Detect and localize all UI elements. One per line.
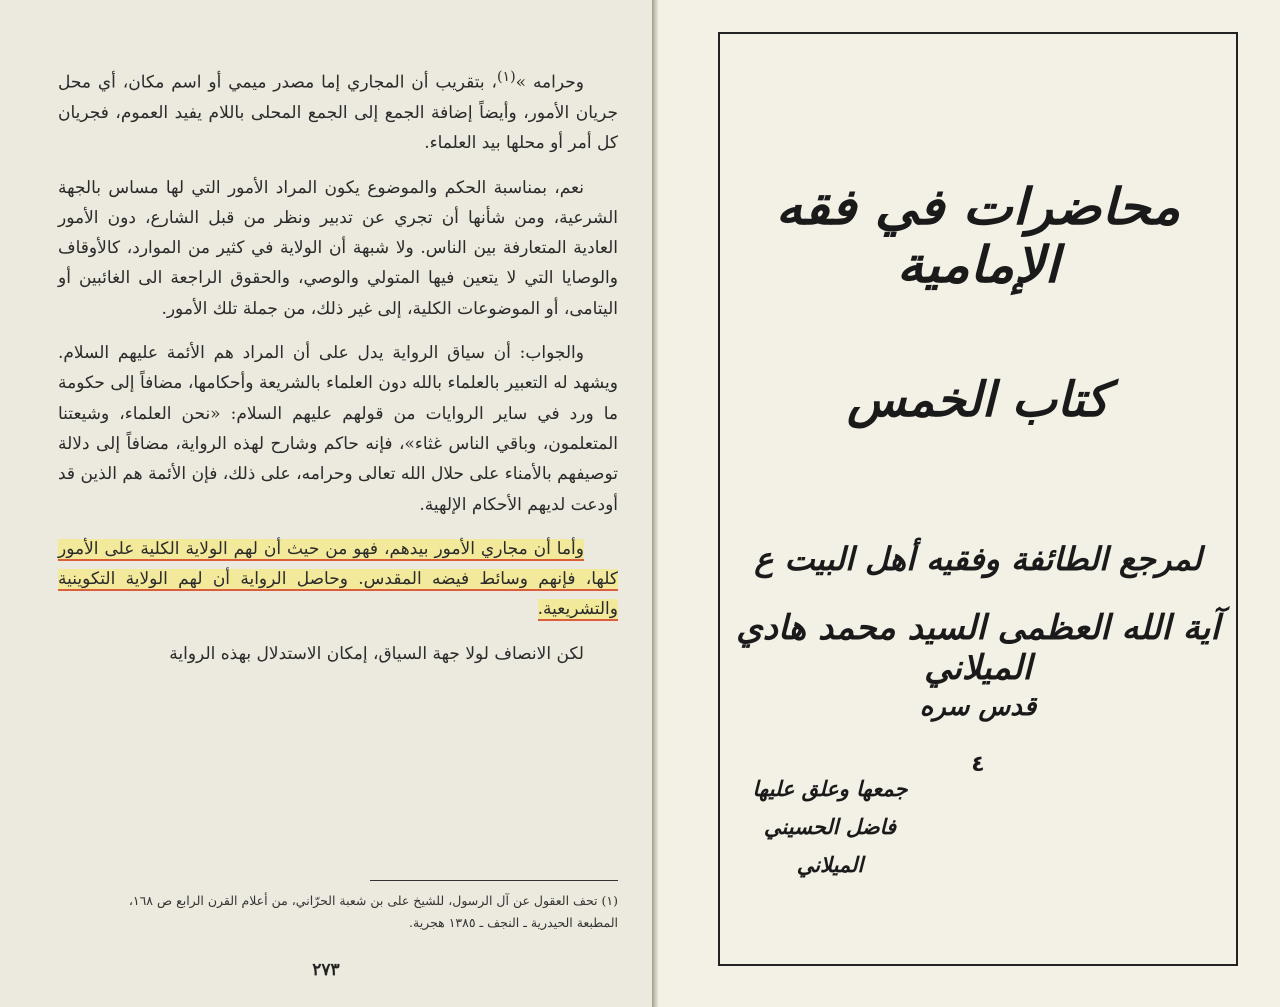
page-number: ٢٧٣ bbox=[312, 960, 340, 980]
author-name: آية الله العظمى السيد محمد هادي الميلاني bbox=[736, 608, 1220, 688]
compiler-line-2: فاضل الحسيني الميلاني bbox=[763, 815, 897, 877]
paragraph-3: والجواب: أن سياق الرواية يدل على أن المراد هم الأئمة عليهم السلام. ويشهد له التعبير بالعلماء بالله دون العلماء بالشريعة وأحكامها، مضافاً إلى حكومة ما ورد في ساير الروايات من قولهم عليهم السلام: «نحن العلماء، وشيعتنا المتعلمون، وباقي الناس غثاء»، فإنه حاكم وشارح لهذه الرواية، مضافاً إلى دلالة توصيفهم بالأمناء على حلال الله تعالى وحرامه، على ذلك، فإن الأئمة هم الذين قد أودعت لديهم الأحكام الإلهية. bbox=[58, 343, 618, 515]
author-descriptor: لمرجع الطائفة وفقيه أهل البيت ع bbox=[754, 540, 1202, 578]
footnote-divider bbox=[370, 880, 618, 881]
right-page bbox=[658, 0, 1280, 1007]
paragraph-last: لكن الانصاف لولا جهة السياق، إمكان الاستدلال بهذه الرواية bbox=[169, 643, 584, 664]
paragraph-2: نعم، بمناسبة الحكم والموضوع يكون المراد الأمور التي لها مساس بالجهة الشرعية، ومن شأنها أن تجري عن تدبير ونظر من قبل الشارع، دون الأمور العادية المتعارفة بين الناس. ولا شبهة أن الولاية في كثير من الموارد، كالأوقاف والوصايا التي لا يتعين فيها المتولي والوصي، والحقوق الراجعة الى الغائبين أو اليتامى، أو الموضوعات الكلية، إلى غير ذلك، من جملة تلك الأمور. bbox=[58, 177, 618, 319]
highlighted-text: وأما أن مجاري الأمور بيدهم، فهو من حيث أن لهم الولاية الكلية على الأمور كلها، فإنهم وسائط فيضه المقدس. وحاصل الرواية أن لهم الولاية التكوينية والتشريعية. bbox=[58, 538, 618, 620]
volume-number: ٤ bbox=[971, 752, 985, 777]
footnote-line-1: (١) تحف العقول عن آل الرسول، للشيخ على بن شعبة الحرّاني، من أعلام القرن الرابع ص ١٦٨، bbox=[128, 893, 618, 908]
paragraph-highlighted bbox=[58, 534, 618, 625]
body-text bbox=[58, 62, 618, 669]
compiler-block bbox=[730, 770, 930, 884]
series-title: محاضرات في فقه الإمامية bbox=[775, 178, 1181, 294]
book-title: كتاب الخمس bbox=[847, 372, 1109, 428]
paragraph-1: وحرامه »$^{(١)}$، بتقريب أن المجاري إما مصدر ميمي أو اسم مكان، أي محل جريان الأمور، وأيضاً إضافة الجمع إلى الجمع المحلى باللام يفيد العموم، فجريان كل أمر أو محلها بيد العلماء. bbox=[58, 69, 618, 154]
compiler-line-1: جمعها وعلق عليها bbox=[752, 777, 908, 801]
footnote-line-2: المطبعة الحيدرية ـ النجف ـ ١٣٨٥ هجرية. bbox=[409, 915, 618, 930]
footnotes bbox=[58, 890, 618, 934]
honorific: قدس سره bbox=[919, 692, 1037, 722]
